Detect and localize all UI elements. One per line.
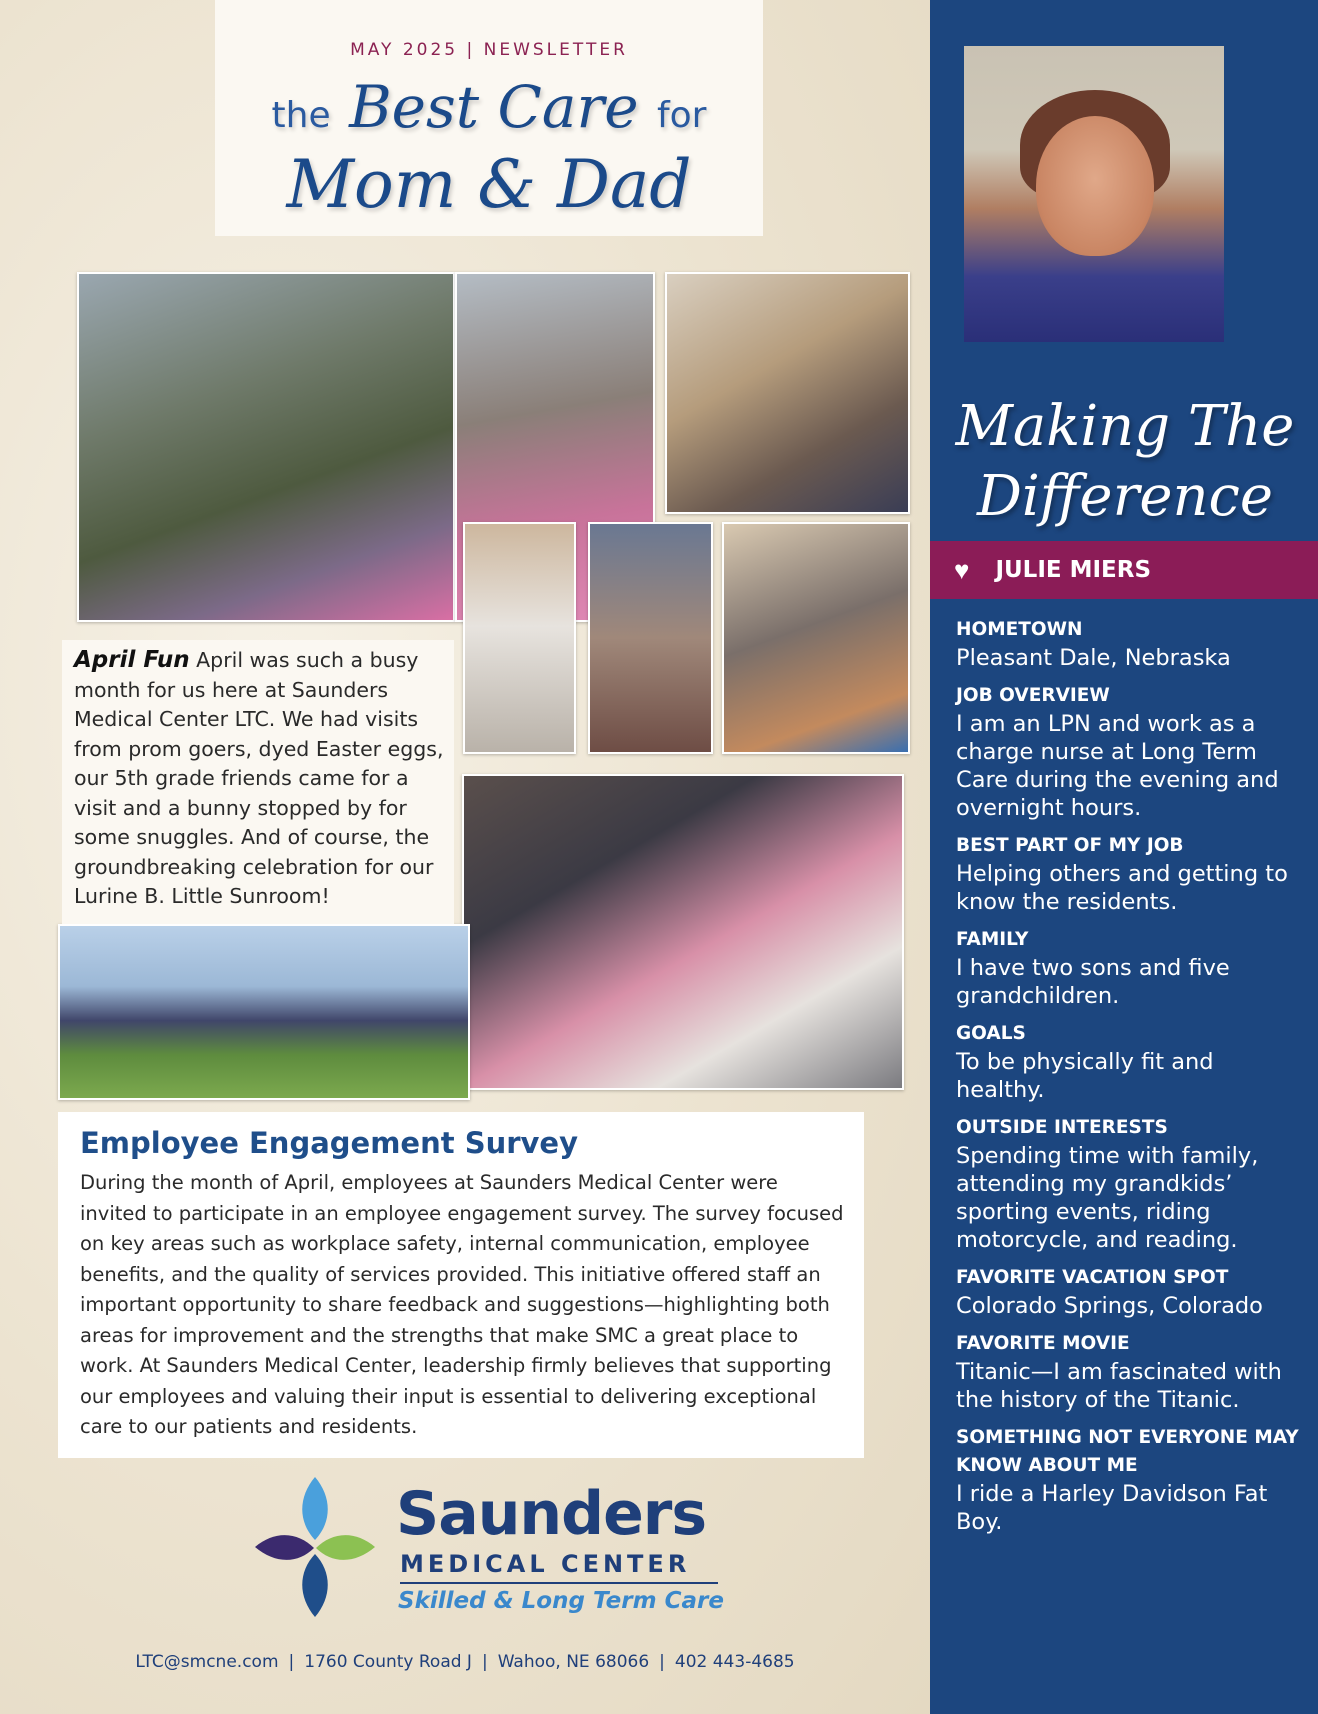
- profile-item-vacation-spot: [956, 1264, 1308, 1320]
- profile-item-job-overview: [956, 682, 1308, 822]
- employee-profile: [956, 616, 1308, 1546]
- footer-separator: |: [481, 1652, 488, 1672]
- employee-portrait: [964, 46, 1224, 342]
- intro-body: April was such a busy month for us here at Saunders Medical Center LTC. We had visits from prom goers, dyed Easter eggs, our 5th grade friends came for a visit and a bunny stopped by for some snuggles. And of course, the groundbreaking celebration for our Lurine B. Little Sunroom!: [74, 648, 444, 908]
- profile-answer: Spending time with family, attending my grandkids’ sporting events, riding motorcycle, and reading.: [956, 1143, 1259, 1253]
- portrait-face: [1036, 116, 1154, 256]
- photo-egg-dyeing: [588, 522, 713, 754]
- logo-tagline: Skilled & Long Term Care: [398, 1588, 724, 1614]
- profile-answer: Helping others and getting to know the residents.: [956, 861, 1288, 915]
- logo-rule: [400, 1582, 718, 1584]
- logo-name: Saunders: [396, 1479, 707, 1549]
- masthead-title-line1: [215, 74, 763, 149]
- profile-item-outside-interests: [956, 1114, 1308, 1254]
- footer-separator: |: [659, 1652, 665, 1672]
- profile-answer: Pleasant Dale, Nebraska: [956, 645, 1231, 671]
- footer-city: Wahoo, NE 68066: [497, 1652, 650, 1672]
- survey-section: [58, 1112, 864, 1458]
- footer-address: 1760 County Road J: [304, 1652, 472, 1672]
- survey-body: During the month of April, employees at Saunders Medical Center were invited to participate in an employee engagement survey. The survey focused on key areas such as workplace safety, internal communication, employee benefits, and the quality of services provided. This initiative offered staff an important opportunity to share feedback and suggestions—highlighting both areas for improvement and the strengths that make SMC a great place to work. At Saunders Medical Center, leadership firmly believes that supporting our employees and valuing their input is essential to delivering exceptional care to our patients and residents.: [80, 1171, 844, 1438]
- photo-prom-goers: [462, 774, 904, 1090]
- masthead-title-line2: Mom & Dad: [286, 146, 692, 223]
- headline-line2: Difference: [976, 464, 1274, 529]
- title-the: the: [271, 95, 331, 136]
- heart-icon: ♥: [954, 555, 970, 585]
- footer-contact: [0, 1652, 930, 1672]
- profile-answer: I ride a Harley Davidson Fat Boy.: [956, 1481, 1268, 1535]
- profile-item-goals: [956, 1020, 1308, 1104]
- profile-answer: I am an LPN and work as a charge nurse at Long Term Care during the evening and overnight hours.: [956, 711, 1279, 821]
- title-for: for: [656, 95, 707, 136]
- profile-answer: I have two sons and five grandchildren.: [956, 955, 1230, 1009]
- leaf-logo-icon: [250, 1472, 380, 1622]
- profile-item-favorite-movie: [956, 1330, 1308, 1414]
- profile-answer: Colorado Springs, Colorado: [956, 1293, 1263, 1319]
- profile-question: JOB OVERVIEW: [956, 685, 1110, 706]
- photo-dog-visit: [722, 522, 910, 754]
- photo-accordion-performer: [665, 272, 910, 514]
- headline-line1: Making The: [955, 394, 1295, 459]
- survey-heading: Employee Engagement Survey: [80, 1126, 578, 1160]
- masthead: [215, 0, 763, 236]
- profile-answer: Titanic—I am fascinated with the history of the Titanic.: [956, 1359, 1282, 1413]
- employee-spotlight-sidebar: [930, 0, 1318, 1714]
- footer-email[interactable]: LTC@smcne.com: [135, 1652, 279, 1672]
- title-best-care: Best Care: [349, 73, 639, 141]
- profile-item-family: [956, 926, 1308, 1010]
- profile-answer: To be physically fit and healthy.: [956, 1049, 1214, 1103]
- profile-question: HOMETOWN: [956, 619, 1083, 640]
- profile-question: OUTSIDE INTERESTS: [956, 1117, 1168, 1138]
- newsletter-kicker: MAY 2025 | NEWSLETTER: [350, 40, 628, 60]
- footer-phone[interactable]: 402 443-4685: [674, 1652, 795, 1672]
- photo-outdoor-residents: [77, 272, 455, 622]
- employee-name: JULIE MIERS: [995, 557, 1152, 583]
- intro-text-box: [62, 640, 454, 924]
- spotlight-headline: [950, 392, 1300, 532]
- saunders-logo: [250, 1472, 730, 1622]
- profile-item-best-part: [956, 832, 1308, 916]
- photo-bunny-visit: [463, 522, 576, 754]
- photo-groundbreaking: [58, 924, 470, 1100]
- logo-subtitle: MEDICAL CENTER: [400, 1550, 691, 1578]
- profile-item-hometown: [956, 616, 1308, 672]
- profile-question: BEST PART OF MY JOB: [956, 835, 1184, 856]
- intro-lead: April Fun: [74, 647, 190, 673]
- profile-question: GOALS: [956, 1023, 1026, 1044]
- footer-separator: |: [288, 1652, 295, 1672]
- profile-question: SOMETHING NOT EVERYONE MAY KNOW ABOUT ME: [956, 1427, 1299, 1476]
- profile-item-something-not-known: [956, 1424, 1308, 1536]
- employee-name-bar: [930, 541, 1318, 599]
- profile-question: FAVORITE MOVIE: [956, 1333, 1130, 1354]
- profile-question: FAVORITE VACATION SPOT: [956, 1267, 1229, 1288]
- profile-question: FAMILY: [956, 929, 1029, 950]
